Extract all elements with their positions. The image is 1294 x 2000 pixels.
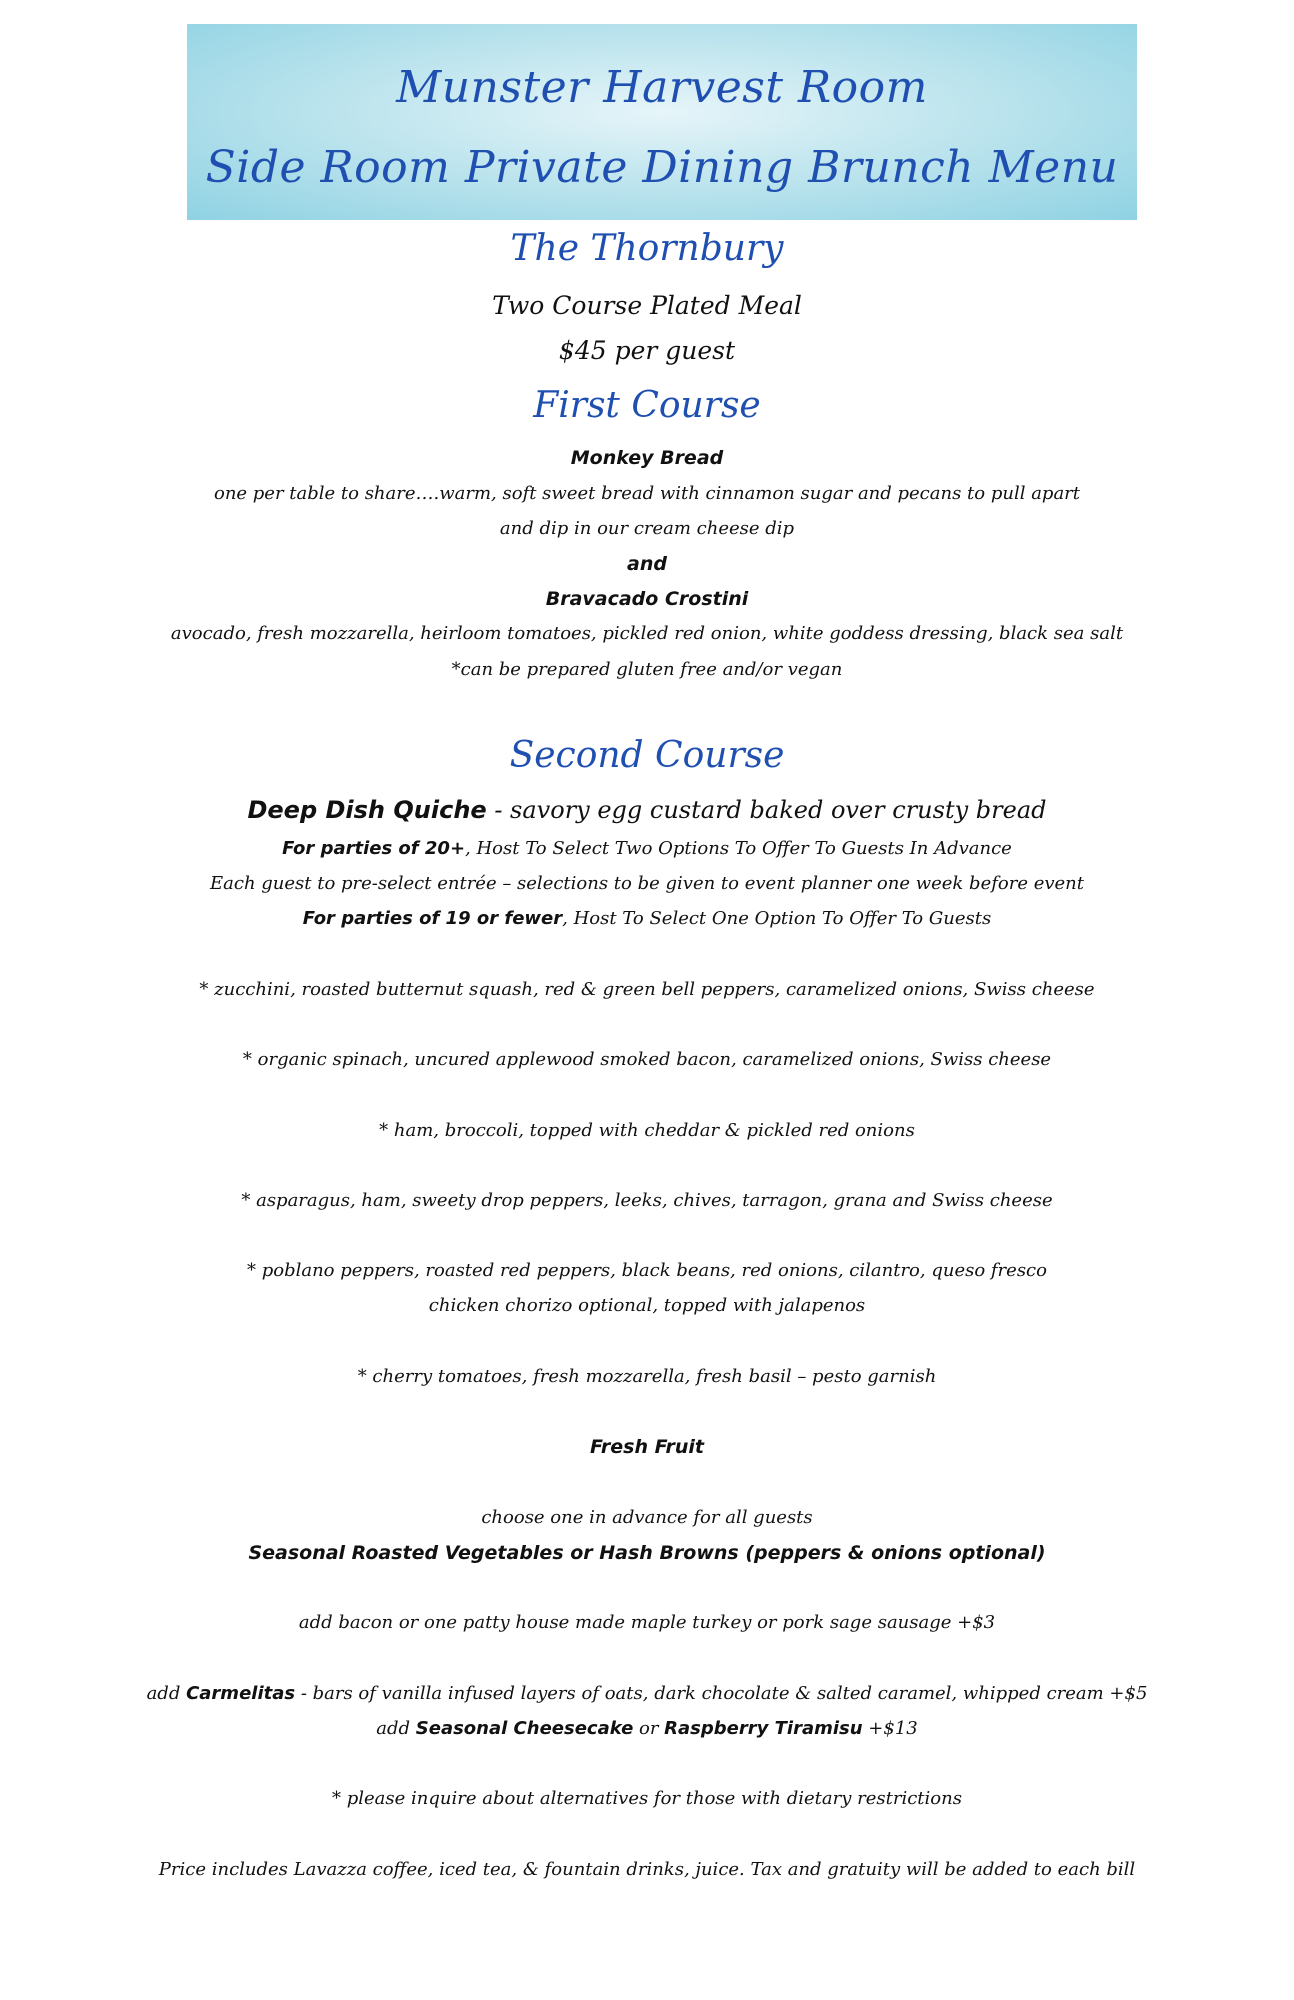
tiramisu-name: Raspberry Tiramisu — [664, 1718, 863, 1739]
crostini-note: *can be prepared gluten free and/or vegan — [451, 659, 843, 680]
package-format: Two Course Plated Meal — [492, 291, 802, 320]
course-joiner: and — [627, 553, 667, 575]
quiche-option: * asparagus, ham, sweety drop peppers, leeks, chives, tarragon, grana and Swiss cheese — [241, 1190, 1053, 1211]
addon-prefix: add — [146, 1683, 187, 1704]
side-choice: Seasonal Roasted Vegetables or Hash Browns (peppers & onions optional) — [248, 1542, 1046, 1564]
carmelitas-name: Carmelitas — [186, 1683, 296, 1704]
rule-large-party-text: , Host To Select Two Options To Offer To Guests In Advance — [465, 838, 1012, 859]
quiche-option: * zucchini, roasted butternut squash, red & green bell peppers, caramelized onions, Swiss cheese — [199, 979, 1095, 1000]
carmelitas-desc: - bars of vanilla infused layers of oats, dark chocolate & salted caramel, whipped cream +$5 — [295, 1683, 1148, 1704]
quiche-line — [0, 796, 1294, 824]
package-price: $45 per guest — [558, 336, 736, 365]
header-banner — [187, 24, 1137, 220]
footer-note: Price includes Lavazza coffee, iced tea, & fountain drinks, juice. Tax and gratuity will be added to each bill — [158, 1859, 1136, 1880]
cheesecake-name: Seasonal Cheesecake — [415, 1718, 634, 1739]
addon-carmelitas — [0, 1683, 1294, 1704]
rule-preselect: Each guest to pre-select entrée – selections to be given to event planner one week before event — [210, 873, 1084, 894]
quiche-option: * poblano peppers, roasted red peppers, black beans, red onions, cilantro, queso fresco — [247, 1260, 1047, 1281]
fresh-fruit: Fresh Fruit — [590, 1436, 704, 1458]
quiche-option: * organic spinach, uncured applewood smoked bacon, caramelized onions, Swiss cheese — [242, 1049, 1052, 1070]
side-intro: choose one in advance for all guests — [481, 1507, 813, 1528]
menu-title: Side Room Private Dining Brunch Menu — [205, 142, 1119, 193]
quiche-title: Deep Dish Quiche — [247, 796, 487, 824]
crostini-title: Bravacado Crostini — [545, 588, 749, 610]
or-text: or — [633, 1718, 665, 1739]
venue-title: Munster Harvest Room — [396, 62, 928, 113]
crostini-desc: avocado, fresh mozzarella, heirloom tomatoes, pickled red onion, white goddess dressing, black sea salt — [170, 623, 1124, 644]
monkey-bread-desc-2: and dip in our cream cheese dip — [499, 518, 795, 539]
rule-large-party — [0, 838, 1294, 859]
rule-large-party-bold: For parties of 20+ — [282, 838, 466, 859]
addon-dessert-choice — [0, 1718, 1294, 1739]
rule-small-party — [0, 908, 1294, 929]
package-name: The Thornbury — [510, 228, 784, 269]
dietary-note: * please inquire about alternatives for those with dietary restrictions — [332, 1788, 962, 1809]
quiche-option-extra: chicken chorizo optional, topped with jalapenos — [428, 1295, 866, 1316]
quiche-option: * cherry tomatoes, fresh mozzarella, fresh basil – pesto garnish — [357, 1366, 937, 1387]
monkey-bread-title: Monkey Bread — [570, 447, 724, 469]
addon-meat: add bacon or one patty house made maple turkey or pork sage sausage +$3 — [298, 1612, 996, 1633]
quiche-option: * ham, broccoli, topped with cheddar & pickled red onions — [379, 1120, 915, 1141]
rule-small-party-text: , Host To Select One Option To Offer To Guests — [562, 908, 992, 929]
second-course-heading: Second Course — [509, 735, 785, 776]
rule-small-party-bold: For parties of 19 or fewer — [302, 908, 563, 929]
monkey-bread-desc-1: one per table to share….warm, soft sweet bread with cinnamon sugar and pecans to pull apart — [213, 483, 1081, 504]
addon-prefix: add — [376, 1718, 416, 1739]
quiche-desc: - savory egg custard baked over crusty bread — [486, 796, 1047, 824]
dessert-price: +$13 — [862, 1718, 918, 1739]
first-course-heading: First Course — [533, 385, 761, 426]
